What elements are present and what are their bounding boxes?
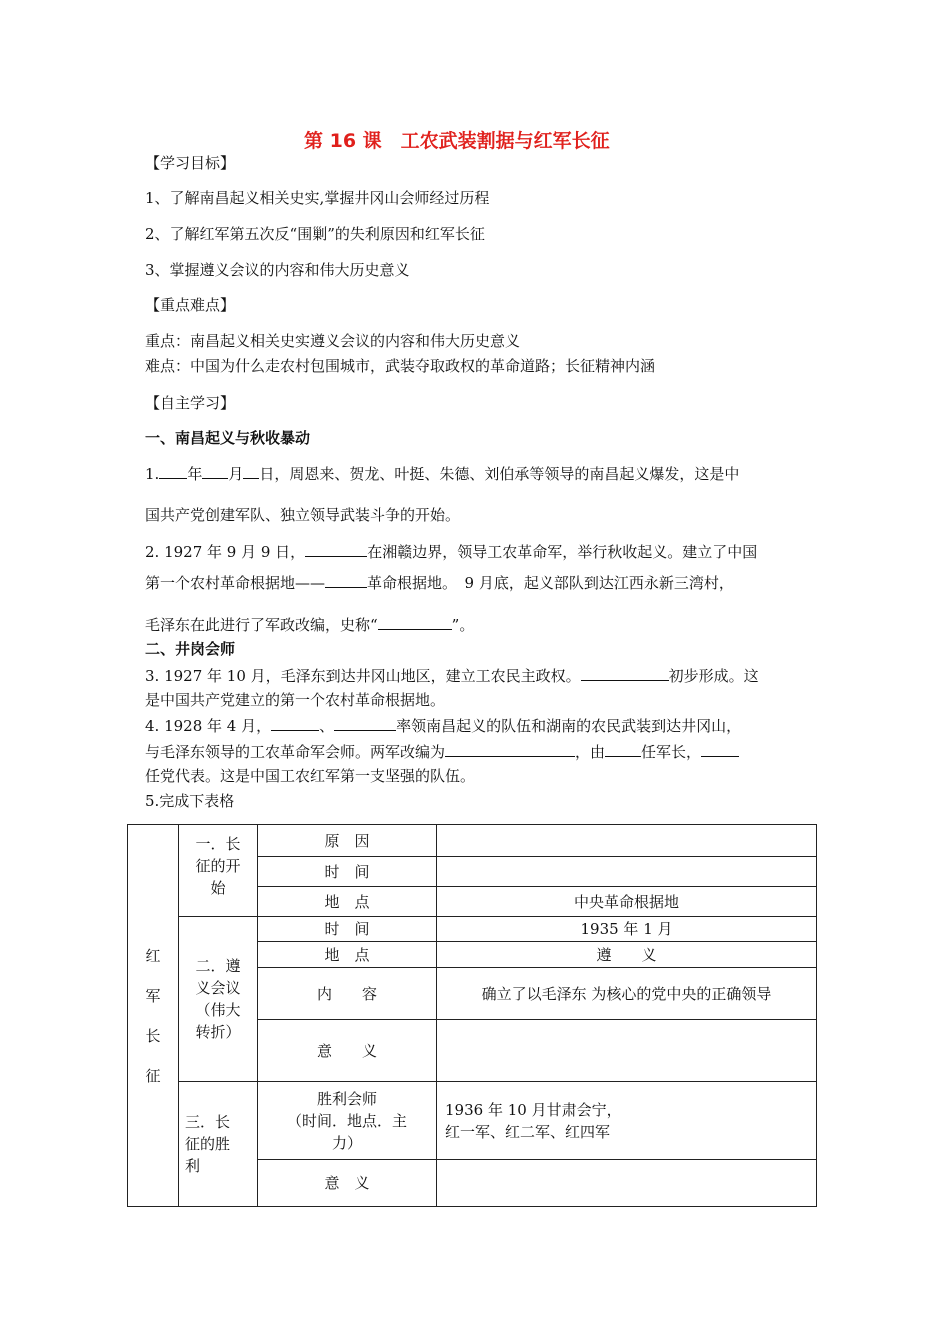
q1-year-blank[interactable] xyxy=(159,463,187,479)
question-2 xyxy=(145,541,757,562)
q4-text: ，由 xyxy=(575,743,606,761)
group-label-line: 转折） xyxy=(195,1023,241,1041)
group-label-line: 利 xyxy=(185,1157,201,1175)
question-1 xyxy=(145,463,739,484)
objective-item: 1、了解南昌起义相关史实,掌握井冈山会师经过历程 xyxy=(145,189,490,207)
question-2-line2 xyxy=(145,572,734,593)
value-cell xyxy=(437,1082,817,1160)
group-label-line: 二．遵 xyxy=(195,957,241,975)
question-5: 5.完成下表格 xyxy=(145,792,235,810)
row-label: 原 因 xyxy=(258,825,437,857)
q3-text: 3. 1927 年 10 月，毛泽东到达井冈山地区，建立工农民主政权。 xyxy=(145,667,581,685)
q2-text: 2. 1927 年 9 月 9 日， xyxy=(145,543,306,561)
q1-text: 1. xyxy=(145,465,160,483)
value-line: 红一军、红二军、红四军 xyxy=(445,1122,611,1141)
long-march-table xyxy=(127,824,817,1207)
label-line: 力） xyxy=(331,1133,362,1152)
page-title: 第 16 课 工农武装割据与红军长征 xyxy=(304,130,610,152)
answer-cell[interactable] xyxy=(437,857,817,887)
main-label-char: 军 xyxy=(145,986,161,1005)
q1-text: 年 xyxy=(187,465,203,483)
group3-cell xyxy=(179,1082,258,1207)
row-label: 时 间 xyxy=(258,857,437,887)
answer-cell[interactable] xyxy=(437,1020,817,1082)
question-4-line2 xyxy=(145,741,739,762)
keypoints-header: 【重点难点】 xyxy=(145,296,236,314)
main-label-cell xyxy=(128,825,179,1207)
group-label-line: 始 xyxy=(210,879,226,897)
main-label-char: 征 xyxy=(145,1066,161,1085)
part2-header: 二、井岗会师 xyxy=(145,640,236,658)
q2-reorg-blank[interactable] xyxy=(378,614,452,630)
question-4-line3: 任党代表。这是中国工农红军第一支坚强的队伍。 xyxy=(145,767,476,785)
question-3-line2: 是中国共产党建立的第一个农村革命根据地。 xyxy=(145,691,446,709)
row-label xyxy=(258,1082,437,1160)
q4-text: 4. 1928 年 4 月， xyxy=(145,717,272,735)
answer-cell[interactable] xyxy=(437,1160,817,1207)
q4-leader2-blank[interactable] xyxy=(334,715,396,731)
row-label: 时 间 xyxy=(258,917,437,942)
group-label-line: 征的开 xyxy=(195,857,241,875)
row-label: 意 义 xyxy=(258,1160,437,1207)
objective-item: 3、掌握遵义会议的内容和伟大历史意义 xyxy=(145,261,410,279)
q4-leader1-blank[interactable] xyxy=(271,715,319,731)
part1-header: 一、南昌起义与秋收暴动 xyxy=(145,429,311,447)
question-4 xyxy=(145,715,741,736)
row-label: 内 容 xyxy=(258,968,437,1020)
value-cell: 1935 年 1 月 xyxy=(437,917,817,942)
q2-text: ”。 xyxy=(451,616,475,634)
q2-base-blank[interactable] xyxy=(325,572,367,588)
group-label-line: 义会议 xyxy=(195,979,241,997)
group2-cell xyxy=(179,917,258,1082)
row-label: 意 义 xyxy=(258,1020,437,1082)
answer-cell[interactable] xyxy=(437,825,817,857)
value-cell: 中央革命根据地 xyxy=(437,887,817,917)
objective-item: 2、了解红军第五次反“围剿”的失利原因和红军长征 xyxy=(145,225,485,243)
q4-text: 、 xyxy=(319,717,335,735)
q2-leader-blank[interactable] xyxy=(305,541,367,557)
group-label-line: （伟大 xyxy=(195,1001,241,1019)
label-line: （时间．地点．主 xyxy=(286,1111,407,1130)
q4-text: 率领南昌起义的队伍和湖南的农民武装到达井冈山， xyxy=(396,717,742,735)
q4-commander-blank[interactable] xyxy=(605,741,641,757)
q1-text: 日，周恩来、贺龙、叶挺、朱德、刘伯承等领导的南昌起义爆发，这是中 xyxy=(259,465,740,483)
main-label-char: 长 xyxy=(145,1026,161,1045)
group-label-line: 三．长 xyxy=(185,1113,231,1131)
question-1-line2: 国共产党创建军队、独立领导武装斗争的开始。 xyxy=(145,506,461,524)
value-cell: 遵 义 xyxy=(437,942,817,968)
q4-text: 与毛泽东领导的工农革命军会师。两军改编为 xyxy=(145,743,446,761)
label-line: 胜利会师 xyxy=(316,1089,377,1108)
q4-army-blank[interactable] xyxy=(445,741,575,757)
q2-text: 毛泽东在此进行了军政改编，史称“ xyxy=(145,616,378,634)
q2-text: 第一个农村革命根据地—— xyxy=(145,574,326,592)
group1-cell xyxy=(179,825,258,917)
keypoint-item: 重点：南昌起义相关史实遵义会议的内容和伟大历史意义 xyxy=(145,332,521,350)
q3-text: 初步形成。这 xyxy=(668,667,759,685)
self-study-header: 【自主学习】 xyxy=(145,394,236,412)
q3-blank[interactable] xyxy=(581,665,669,681)
q1-day-blank[interactable] xyxy=(243,463,259,479)
question-2-line3 xyxy=(145,614,474,635)
main-label-char: 红 xyxy=(145,946,161,965)
q2-text: 革命根据地。 9 月底，起义部队到达江西永新三湾村， xyxy=(367,574,734,592)
objectives-header: 【学习目标】 xyxy=(145,154,236,172)
q4-text: 任军长， xyxy=(641,743,702,761)
keypoint-item: 难点：中国为什么走农村包围城市，武装夺取政权的革命道路；长征精神内涵 xyxy=(145,357,656,375)
group-label-line: 征的胜 xyxy=(185,1135,231,1153)
row-label: 地 点 xyxy=(258,942,437,968)
value-cell: 确立了以毛泽东 为核心的党中央的正确领导 xyxy=(437,968,817,1020)
q1-text: 月 xyxy=(228,465,244,483)
group-label-line: 一．长 xyxy=(195,835,241,853)
question-3 xyxy=(145,665,759,686)
row-label: 地 点 xyxy=(258,887,437,917)
q1-month-blank[interactable] xyxy=(202,463,228,479)
value-line: 1936 年 10 月甘肃会宁， xyxy=(445,1100,622,1119)
q2-text: 在湘赣边界，领导工农革命军，举行秋收起义。建立了中国 xyxy=(367,543,758,561)
q4-rep-blank[interactable] xyxy=(701,741,739,757)
